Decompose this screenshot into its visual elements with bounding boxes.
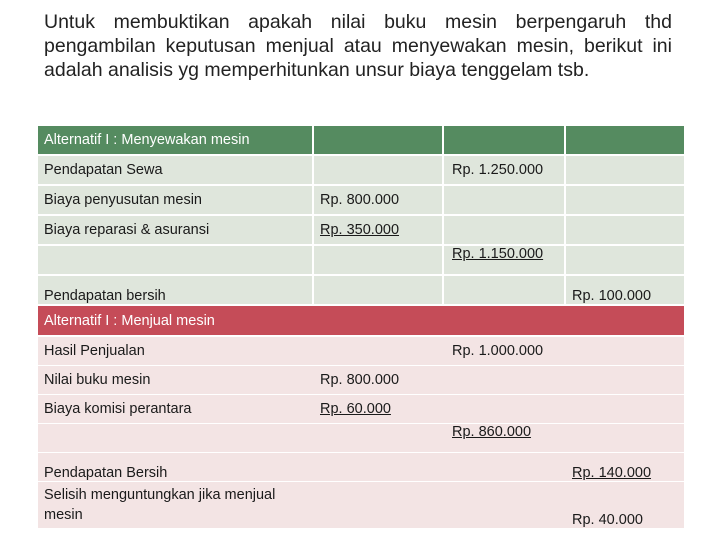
table-cell xyxy=(566,453,684,481)
jual-row-4-label-text: Pendapatan Bersih xyxy=(44,465,168,481)
table-row-label xyxy=(38,156,312,184)
table-row-label xyxy=(38,482,308,528)
table-cell xyxy=(566,186,684,214)
table-cell xyxy=(444,276,564,304)
sewa-row-3-col3-text: Rp. 1.150.000 xyxy=(452,246,544,262)
sewa-row-4-col4-text: Rp. 100.000 xyxy=(572,288,652,304)
table-cell xyxy=(444,246,564,274)
table-cell xyxy=(444,337,564,365)
jual-row-5-label-text: Selisih menguntungkan jika menjual mesin xyxy=(44,487,276,523)
sewa-row-1-label-text: Biaya penyusutan mesin xyxy=(44,192,202,208)
table-cell xyxy=(314,216,442,244)
sewa-header-cell-1 xyxy=(314,126,442,154)
jual-row-0-col3-text: Rp. 1.000.000 xyxy=(452,343,544,359)
table-cell xyxy=(444,216,564,244)
table-cell xyxy=(566,156,684,184)
sewa-header-text: Alternatif I : Menyewakan mesin xyxy=(44,132,250,148)
table-row-label xyxy=(38,216,312,244)
jual-row-3-col3-text: Rp. 860.000 xyxy=(452,424,532,440)
jual-row-2-col2-text: Rp. 60.000 xyxy=(320,401,391,417)
sewa-header-cell-3 xyxy=(566,126,684,154)
table-row-label xyxy=(38,453,312,481)
jual-row-4-col4-text: Rp. 140.000 xyxy=(572,465,652,481)
table-cell xyxy=(444,424,564,452)
table-cell xyxy=(314,276,442,304)
sewa-row-2-label-text: Biaya reparasi & asuransi xyxy=(44,222,210,238)
table-cell xyxy=(314,366,442,394)
sewa-header xyxy=(38,126,312,154)
intro-paragraph: Untuk membuktikan apakah nilai buku mesin berpengaruh thd pengambilan keputusan menjual atau menyewakan mesin, berikut ini adalah analisis yg memperhitunkan unsur biaya tenggelam tsb. xyxy=(44,11,672,81)
sewa-row-0-label-text: Pendapatan Sewa xyxy=(44,162,163,178)
jual-row-1-col2-text: Rp. 800.000 xyxy=(320,372,400,388)
table-cell xyxy=(314,156,442,184)
jual-header xyxy=(38,306,684,335)
jual-row-1-label-text: Nilai buku mesin xyxy=(44,372,151,388)
jual-header-text: Alternatif I : Menjual mesin xyxy=(44,312,215,329)
table-row-label xyxy=(38,337,312,365)
sewa-header-cell-2 xyxy=(444,126,564,154)
sewa-row-4-label-text: Pendapatan bersih xyxy=(44,288,166,304)
jual-row-2-label-text: Biaya komisi perantara xyxy=(44,401,192,417)
table-cell xyxy=(566,216,684,244)
table-cell xyxy=(566,482,684,528)
table-row-label xyxy=(38,366,312,394)
table-row-label xyxy=(38,186,312,214)
sewa-row-1-col2-text: Rp. 800.000 xyxy=(320,192,400,208)
table-row-label xyxy=(38,276,312,304)
sewa-row-0-col3-text: Rp. 1.250.000 xyxy=(452,162,544,178)
table-cell xyxy=(444,156,564,184)
table-cell xyxy=(314,395,442,423)
table-cell xyxy=(444,186,564,214)
table-cell xyxy=(566,246,684,274)
table-cell xyxy=(314,186,442,214)
jual-row-0-label-text: Hasil Penjualan xyxy=(44,343,145,359)
jual-row-5-col4-text: Rp. 40.000 xyxy=(572,512,643,528)
table-row-label xyxy=(38,246,312,274)
table-row xyxy=(38,424,684,452)
table-cell xyxy=(314,246,442,274)
sewa-row-2-col2-text: Rp. 350.000 xyxy=(320,222,400,238)
table-cell xyxy=(566,276,684,304)
table-row-label xyxy=(38,395,312,423)
